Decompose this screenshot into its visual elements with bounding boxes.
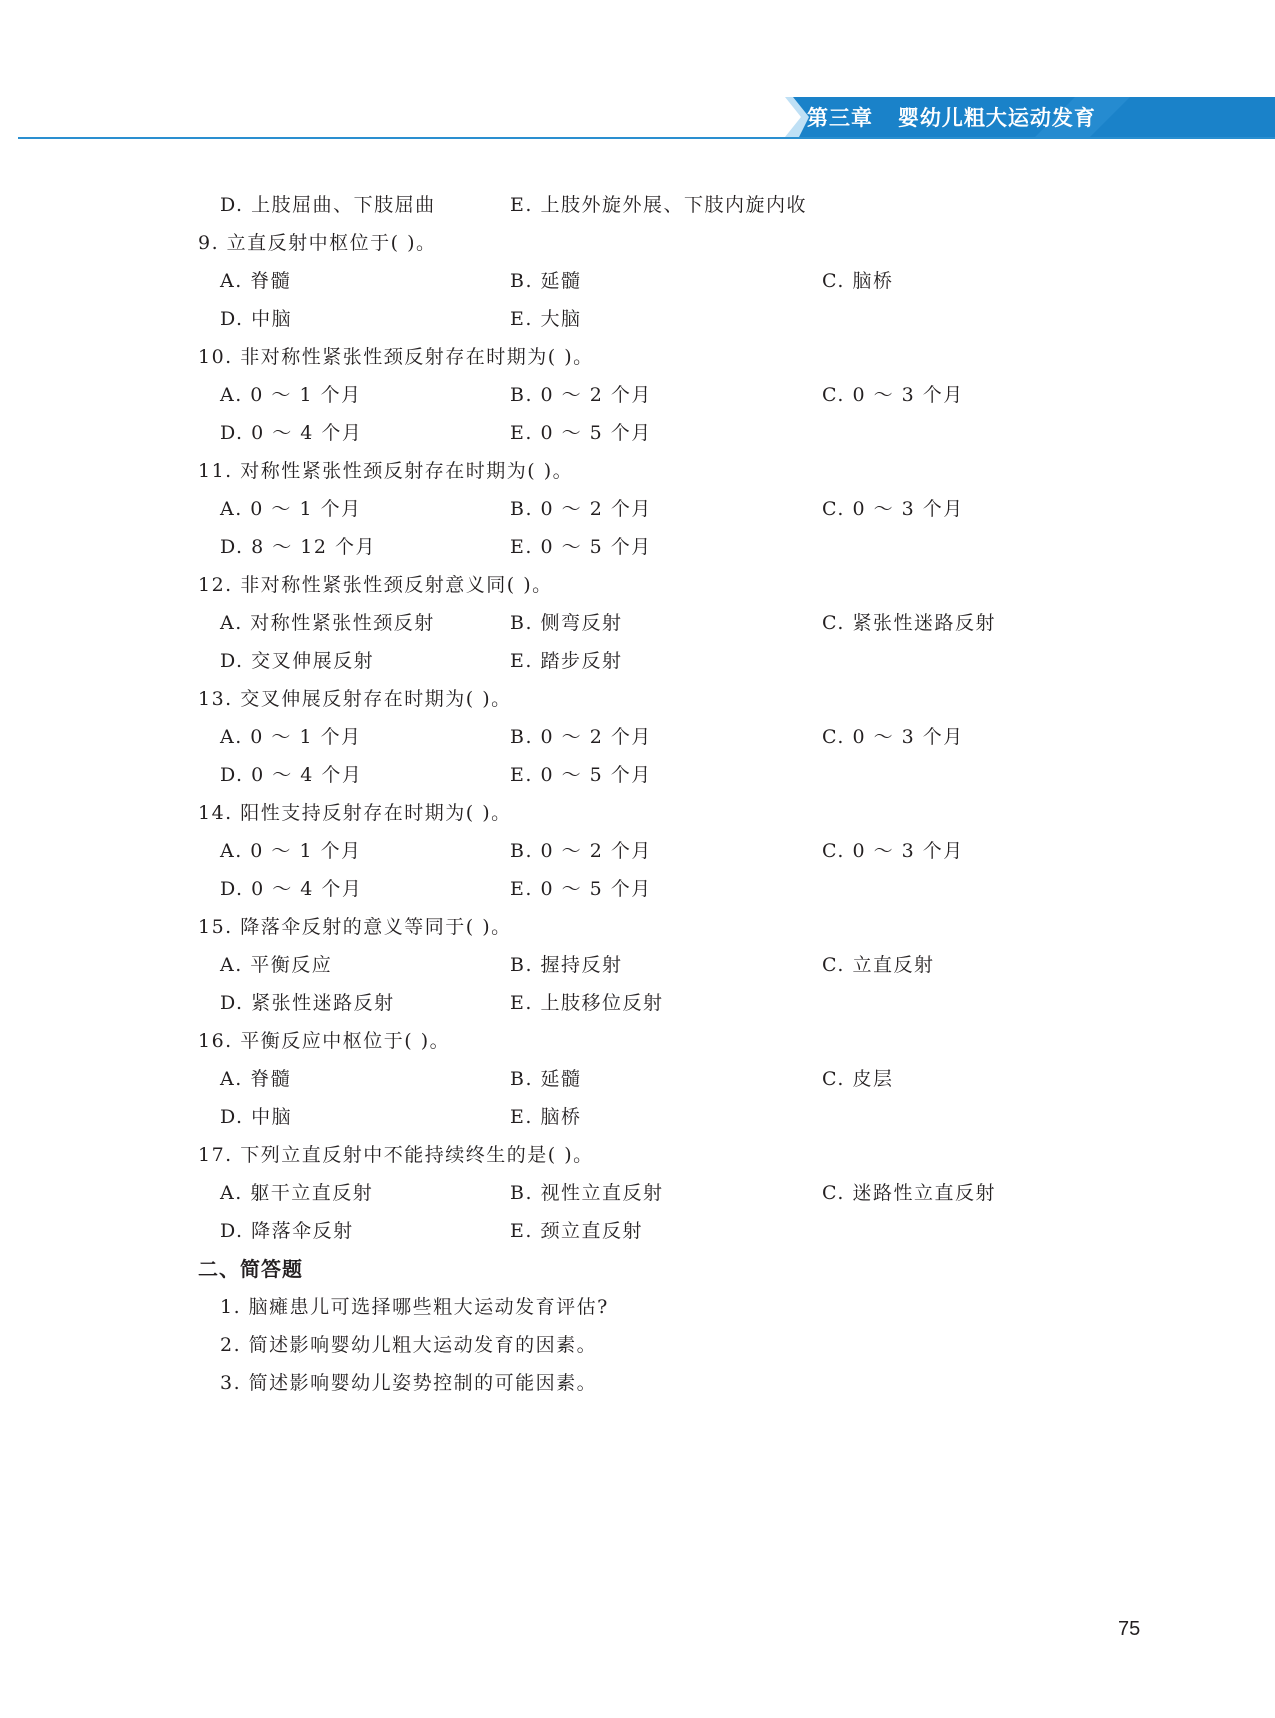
question-stem: 11. 对称性紧张性颈反射存在时期为( )。 bbox=[198, 460, 574, 482]
option-item: E. 上肢移位反射 bbox=[510, 992, 664, 1014]
short-answer-item: 3. 简述影响婴幼儿姿势控制的可能因素。 bbox=[220, 1372, 598, 1394]
option-item: A. 平衡反应 bbox=[220, 954, 333, 976]
question-stem: 14. 阳性支持反射存在时期为( )。 bbox=[198, 802, 512, 824]
section-title: 二、简答题 bbox=[198, 1257, 303, 1281]
option-item: A. 0 ～ 1 个月 bbox=[220, 840, 362, 862]
option-item: C. 0 ～ 3 个月 bbox=[822, 840, 964, 862]
option-item: D. 上肢屈曲、下肢屈曲 bbox=[220, 194, 436, 216]
option-item: E. 0 ～ 5 个月 bbox=[510, 878, 652, 900]
option-item: E. 脑桥 bbox=[510, 1106, 582, 1128]
question-stem: 17. 下列立直反射中不能持续终生的是( )。 bbox=[198, 1144, 594, 1166]
option-item: A. 0 ～ 1 个月 bbox=[220, 384, 362, 406]
option-item: A. 0 ～ 1 个月 bbox=[220, 498, 362, 520]
option-item: B. 延髓 bbox=[510, 270, 582, 292]
option-item: E. 上肢外旋外展、下肢内旋内收 bbox=[510, 194, 807, 216]
option-item: A. 0 ～ 1 个月 bbox=[220, 726, 362, 748]
option-item: D. 0 ～ 4 个月 bbox=[220, 878, 363, 900]
header-rule bbox=[18, 137, 1275, 139]
option-item: B. 视性立直反射 bbox=[510, 1182, 664, 1204]
option-item: A. 脊髓 bbox=[220, 1068, 292, 1090]
option-item: C. 立直反射 bbox=[822, 954, 935, 976]
option-item: D. 紧张性迷路反射 bbox=[220, 992, 395, 1014]
option-item: A. 躯干立直反射 bbox=[220, 1182, 374, 1204]
option-item: B. 侧弯反射 bbox=[510, 612, 623, 634]
option-item: C. 脑桥 bbox=[822, 270, 894, 292]
short-answer-item: 2. 简述影响婴幼儿粗大运动发育的因素。 bbox=[220, 1334, 598, 1356]
chapter-title: 第三章 婴幼儿粗大运动发育 bbox=[807, 106, 1096, 130]
option-item: B. 0 ～ 2 个月 bbox=[510, 726, 652, 748]
option-item: E. 踏步反射 bbox=[510, 650, 623, 672]
option-item: C. 0 ～ 3 个月 bbox=[822, 498, 964, 520]
question-stem: 9. 立直反射中枢位于( )。 bbox=[198, 232, 437, 254]
option-item: B. 握持反射 bbox=[510, 954, 623, 976]
question-stem: 13. 交叉伸展反射存在时期为( )。 bbox=[198, 688, 512, 710]
option-item: D. 交叉伸展反射 bbox=[220, 650, 375, 672]
option-item: B. 0 ～ 2 个月 bbox=[510, 384, 652, 406]
option-item: D. 0 ～ 4 个月 bbox=[220, 764, 363, 786]
option-item: D. 中脑 bbox=[220, 308, 293, 330]
option-item: B. 0 ～ 2 个月 bbox=[510, 498, 652, 520]
option-item: D. 降落伞反射 bbox=[220, 1220, 354, 1242]
question-stem: 12. 非对称性紧张性颈反射意义同( )。 bbox=[198, 574, 553, 596]
question-stem: 10. 非对称性紧张性颈反射存在时期为( )。 bbox=[198, 346, 594, 368]
option-item: C. 紧张性迷路反射 bbox=[822, 612, 996, 634]
option-item: D. 0 ～ 4 个月 bbox=[220, 422, 363, 444]
short-answer-item: 1. 脑瘫患儿可选择哪些粗大运动发育评估? bbox=[220, 1296, 609, 1318]
chapter-banner bbox=[785, 97, 1275, 137]
question-stem: 15. 降落伞反射的意义等同于( )。 bbox=[198, 916, 512, 938]
option-item: E. 0 ～ 5 个月 bbox=[510, 764, 652, 786]
page-number: 75 bbox=[1118, 1618, 1141, 1640]
option-item: C. 迷路性立直反射 bbox=[822, 1182, 996, 1204]
option-item: B. 0 ～ 2 个月 bbox=[510, 840, 652, 862]
question-stem: 16. 平衡反应中枢位于( )。 bbox=[198, 1030, 451, 1052]
option-item: A. 脊髓 bbox=[220, 270, 292, 292]
option-item: C. 0 ～ 3 个月 bbox=[822, 726, 964, 748]
option-item: E. 颈立直反射 bbox=[510, 1220, 643, 1242]
option-item: C. 0 ～ 3 个月 bbox=[822, 384, 964, 406]
option-item: E. 0 ～ 5 个月 bbox=[510, 536, 652, 558]
option-item: A. 对称性紧张性颈反射 bbox=[220, 612, 435, 634]
option-item: B. 延髓 bbox=[510, 1068, 582, 1090]
option-item: C. 皮层 bbox=[822, 1068, 894, 1090]
option-item: E. 大脑 bbox=[510, 308, 582, 330]
option-item: D. 中脑 bbox=[220, 1106, 293, 1128]
option-item: D. 8 ～ 12 个月 bbox=[220, 536, 377, 558]
option-item: E. 0 ～ 5 个月 bbox=[510, 422, 652, 444]
